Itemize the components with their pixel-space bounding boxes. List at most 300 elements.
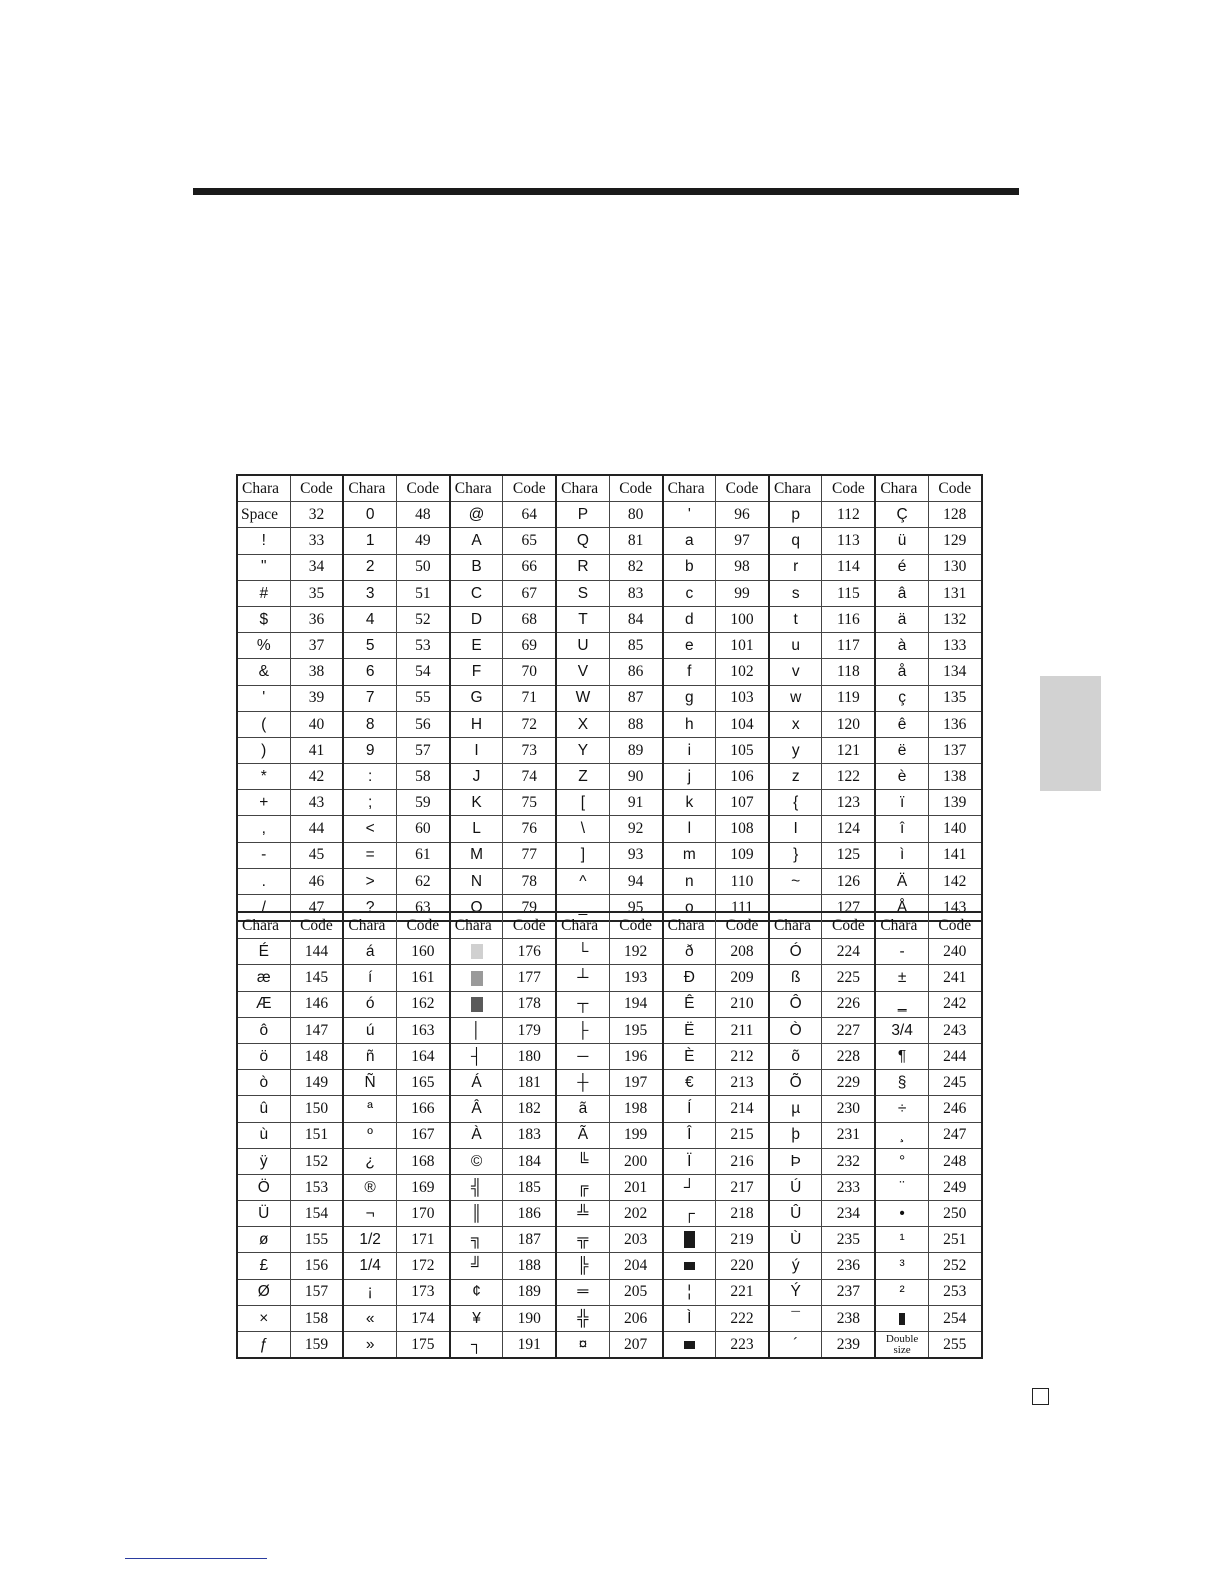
code-cell: 65 bbox=[503, 528, 556, 554]
table-row bbox=[237, 764, 982, 790]
code-cell: 73 bbox=[503, 737, 556, 763]
character-cell: î bbox=[875, 816, 928, 842]
code-cell: 114 bbox=[822, 554, 875, 580]
code-cell: 68 bbox=[503, 606, 556, 632]
code-cell: 125 bbox=[822, 842, 875, 868]
character-cell: ° bbox=[875, 1148, 928, 1174]
code-cell: 220 bbox=[716, 1253, 769, 1279]
character-cell: f bbox=[663, 659, 716, 685]
character-cell: Ý bbox=[769, 1279, 822, 1305]
character-cell: ¹ bbox=[875, 1227, 928, 1253]
character-cell: Â bbox=[450, 1096, 503, 1122]
character-cell: © bbox=[450, 1148, 503, 1174]
code-cell: 77 bbox=[503, 842, 556, 868]
code-cell: 94 bbox=[609, 868, 662, 894]
code-cell: 223 bbox=[716, 1332, 769, 1359]
character-cell: ( bbox=[237, 711, 290, 737]
character-cell: r bbox=[769, 554, 822, 580]
character-cell: ] bbox=[556, 842, 609, 868]
table-row bbox=[237, 939, 982, 965]
code-cell: 219 bbox=[716, 1227, 769, 1253]
code-cell: 59 bbox=[396, 790, 449, 816]
table-row bbox=[237, 965, 982, 991]
character-cell: û bbox=[237, 1096, 290, 1122]
character-cell: ì bbox=[875, 842, 928, 868]
table-row bbox=[237, 790, 982, 816]
code-cell: 43 bbox=[290, 790, 343, 816]
code-cell: 134 bbox=[928, 659, 981, 685]
character-cell: 0 bbox=[343, 502, 396, 528]
table-row bbox=[237, 1279, 982, 1305]
code-cell: 88 bbox=[609, 711, 662, 737]
code-cell: 62 bbox=[396, 868, 449, 894]
character-cell: N bbox=[450, 868, 503, 894]
code-header: Code bbox=[822, 475, 875, 502]
table-row bbox=[237, 1174, 982, 1200]
code-cell: 57 bbox=[396, 737, 449, 763]
character-cell: á bbox=[343, 939, 396, 965]
code-header: Code bbox=[290, 475, 343, 502]
character-cell: ø bbox=[237, 1227, 290, 1253]
character-cell: ~ bbox=[769, 868, 822, 894]
code-cell: 129 bbox=[928, 528, 981, 554]
code-cell: 166 bbox=[396, 1096, 449, 1122]
table-row bbox=[237, 868, 982, 894]
character-cell: ┐ bbox=[450, 1332, 503, 1359]
character-cell: @ bbox=[450, 502, 503, 528]
code-cell: 174 bbox=[396, 1305, 449, 1331]
character-cell: Ü bbox=[237, 1201, 290, 1227]
code-cell: 221 bbox=[716, 1279, 769, 1305]
code-cell: 157 bbox=[290, 1279, 343, 1305]
code-cell: 36 bbox=[290, 606, 343, 632]
code-cell: 113 bbox=[822, 528, 875, 554]
character-cell: ╔ bbox=[556, 1174, 609, 1200]
code-cell: 64 bbox=[503, 502, 556, 528]
character-cell: • bbox=[875, 1201, 928, 1227]
character-cell: Ã bbox=[556, 1122, 609, 1148]
code-cell: 192 bbox=[609, 939, 662, 965]
code-cell: 104 bbox=[716, 711, 769, 737]
code-cell: 120 bbox=[822, 711, 875, 737]
character-cell: Ì bbox=[663, 1305, 716, 1331]
code-cell: 189 bbox=[503, 1279, 556, 1305]
code-cell: 87 bbox=[609, 685, 662, 711]
code-cell: 171 bbox=[396, 1227, 449, 1253]
code-cell: 131 bbox=[928, 580, 981, 606]
header-row bbox=[237, 912, 982, 939]
character-cell: & bbox=[237, 659, 290, 685]
code-header: Code bbox=[716, 912, 769, 939]
chara-header: Chara bbox=[875, 912, 928, 939]
code-cell: 90 bbox=[609, 764, 662, 790]
character-cell: Õ bbox=[769, 1070, 822, 1096]
character-cell: ý bbox=[769, 1253, 822, 1279]
code-cell: 217 bbox=[716, 1174, 769, 1200]
code-cell: 191 bbox=[503, 1332, 556, 1359]
code-cell: 108 bbox=[716, 816, 769, 842]
character-cell: G bbox=[450, 685, 503, 711]
character-cell: 5 bbox=[343, 633, 396, 659]
code-cell: 215 bbox=[716, 1122, 769, 1148]
code-cell: 203 bbox=[609, 1227, 662, 1253]
header-row bbox=[237, 475, 982, 502]
code-cell: 69 bbox=[503, 633, 556, 659]
character-cell: s bbox=[769, 580, 822, 606]
character-cell: T bbox=[556, 606, 609, 632]
character-cell: < bbox=[343, 816, 396, 842]
code-cell: 151 bbox=[290, 1122, 343, 1148]
character-cell: Û bbox=[769, 1201, 822, 1227]
code-cell: 165 bbox=[396, 1070, 449, 1096]
code-cell: 228 bbox=[822, 1043, 875, 1069]
code-cell: 66 bbox=[503, 554, 556, 580]
code-cell: 177 bbox=[503, 965, 556, 991]
code-cell: 139 bbox=[928, 790, 981, 816]
character-cell: ╦ bbox=[556, 1227, 609, 1253]
character-cell: Í bbox=[663, 1096, 716, 1122]
code-cell: 37 bbox=[290, 633, 343, 659]
full-block-glyph bbox=[684, 1231, 695, 1248]
code-cell: 130 bbox=[928, 554, 981, 580]
character-cell: ÷ bbox=[875, 1096, 928, 1122]
character-cell: ^ bbox=[556, 868, 609, 894]
character-cell: þ bbox=[769, 1122, 822, 1148]
character-cell: _ bbox=[556, 895, 609, 922]
character-cell: ╝ bbox=[450, 1253, 503, 1279]
character-cell: R bbox=[556, 554, 609, 580]
character-cell: 1 bbox=[343, 528, 396, 554]
character-cell: 1/2 bbox=[343, 1227, 396, 1253]
code-cell: 237 bbox=[822, 1279, 875, 1305]
code-cell: 244 bbox=[928, 1043, 981, 1069]
character-cell: ├ bbox=[556, 1017, 609, 1043]
chara-header: Chara bbox=[875, 475, 928, 502]
code-cell: 175 bbox=[396, 1332, 449, 1359]
corner-box bbox=[1032, 1388, 1049, 1405]
code-cell: 72 bbox=[503, 711, 556, 737]
code-cell: 133 bbox=[928, 633, 981, 659]
character-cell: n bbox=[663, 868, 716, 894]
table-row bbox=[237, 1070, 982, 1096]
character-cell: g bbox=[663, 685, 716, 711]
code-header: Code bbox=[609, 912, 662, 939]
code-cell: 86 bbox=[609, 659, 662, 685]
character-cell: [ bbox=[556, 790, 609, 816]
code-cell: 180 bbox=[503, 1043, 556, 1069]
chara-header: Chara bbox=[769, 475, 822, 502]
code-cell: 158 bbox=[290, 1305, 343, 1331]
character-cell: c bbox=[663, 580, 716, 606]
code-cell: 76 bbox=[503, 816, 556, 842]
character-cell: ; bbox=[343, 790, 396, 816]
code-cell: 115 bbox=[822, 580, 875, 606]
code-cell: 85 bbox=[609, 633, 662, 659]
character-glyph-cell bbox=[663, 1227, 716, 1253]
code-cell: 70 bbox=[503, 659, 556, 685]
code-cell: 39 bbox=[290, 685, 343, 711]
character-cell: > bbox=[343, 868, 396, 894]
character-cell: í bbox=[343, 965, 396, 991]
character-cell: » bbox=[343, 1332, 396, 1359]
code-cell: 102 bbox=[716, 659, 769, 685]
character-cell: ¤ bbox=[556, 1332, 609, 1359]
code-cell: 58 bbox=[396, 764, 449, 790]
code-cell: 45 bbox=[290, 842, 343, 868]
code-cell: 83 bbox=[609, 580, 662, 606]
character-cell: ' bbox=[237, 685, 290, 711]
code-cell: 105 bbox=[716, 737, 769, 763]
character-cell: } bbox=[769, 842, 822, 868]
character-cell: ¯ bbox=[769, 1305, 822, 1331]
table-row bbox=[237, 1096, 982, 1122]
character-cell: 1/4 bbox=[343, 1253, 396, 1279]
character-cell: B bbox=[450, 554, 503, 580]
character-cell: ó bbox=[343, 991, 396, 1017]
character-cell: C bbox=[450, 580, 503, 606]
small-block-glyph bbox=[899, 1313, 905, 1325]
character-cell: / bbox=[237, 895, 290, 922]
character-cell: Ú bbox=[769, 1174, 822, 1200]
character-cell: Ò bbox=[769, 1017, 822, 1043]
character-cell: ¦ bbox=[663, 1279, 716, 1305]
code-cell: 140 bbox=[928, 816, 981, 842]
character-cell: Ä bbox=[875, 868, 928, 894]
code-cell: 79 bbox=[503, 895, 556, 922]
code-cell: 232 bbox=[822, 1148, 875, 1174]
character-cell: Ç bbox=[875, 502, 928, 528]
code-cell: 119 bbox=[822, 685, 875, 711]
character-cell: Q bbox=[556, 528, 609, 554]
code-cell: 33 bbox=[290, 528, 343, 554]
code-cell: 245 bbox=[928, 1070, 981, 1096]
code-cell: 181 bbox=[503, 1070, 556, 1096]
code-cell: 101 bbox=[716, 633, 769, 659]
code-cell: 154 bbox=[290, 1201, 343, 1227]
character-cell: Ö bbox=[237, 1174, 290, 1200]
table-row bbox=[237, 737, 982, 763]
character-cell: A bbox=[450, 528, 503, 554]
character-cell: ─ bbox=[556, 1043, 609, 1069]
character-cell: ª bbox=[343, 1096, 396, 1122]
character-cell: F bbox=[450, 659, 503, 685]
character-glyph-cell bbox=[450, 965, 503, 991]
code-cell: 183 bbox=[503, 1122, 556, 1148]
code-cell: 78 bbox=[503, 868, 556, 894]
character-cell: W bbox=[556, 685, 609, 711]
character-cell: Î bbox=[663, 1122, 716, 1148]
code-header: Code bbox=[396, 912, 449, 939]
code-cell: 222 bbox=[716, 1305, 769, 1331]
chara-header: Chara bbox=[343, 475, 396, 502]
side-tab bbox=[1040, 676, 1101, 791]
character-cell: 7 bbox=[343, 685, 396, 711]
code-cell: 188 bbox=[503, 1253, 556, 1279]
chara-header: Chara bbox=[556, 475, 609, 502]
code-cell: 187 bbox=[503, 1227, 556, 1253]
character-cell: ! bbox=[237, 528, 290, 554]
lower-half-block-glyph bbox=[684, 1262, 695, 1270]
table-row bbox=[237, 711, 982, 737]
character-cell: │ bbox=[450, 1017, 503, 1043]
character-glyph-cell bbox=[450, 939, 503, 965]
character-cell: Ð bbox=[663, 965, 716, 991]
code-cell: 238 bbox=[822, 1305, 875, 1331]
character-cell: ® bbox=[343, 1174, 396, 1200]
character-cell: * bbox=[237, 764, 290, 790]
code-cell: 106 bbox=[716, 764, 769, 790]
code-cell: 34 bbox=[290, 554, 343, 580]
character-cell: V bbox=[556, 659, 609, 685]
character-cell: × bbox=[237, 1305, 290, 1331]
character-cell: ¸ bbox=[875, 1122, 928, 1148]
character-cell: ƒ bbox=[237, 1332, 290, 1359]
code-cell: 123 bbox=[822, 790, 875, 816]
table-row bbox=[237, 502, 982, 528]
code-cell: 144 bbox=[290, 939, 343, 965]
code-cell: 82 bbox=[609, 554, 662, 580]
code-cell: 112 bbox=[822, 502, 875, 528]
code-cell: 155 bbox=[290, 1227, 343, 1253]
code-cell: 46 bbox=[290, 868, 343, 894]
code-cell: 110 bbox=[716, 868, 769, 894]
code-cell: 208 bbox=[716, 939, 769, 965]
character-cell: ╚ bbox=[556, 1148, 609, 1174]
character-cell: ð bbox=[663, 939, 716, 965]
character-cell: É bbox=[237, 939, 290, 965]
character-cell: Å bbox=[875, 895, 928, 922]
code-cell: 74 bbox=[503, 764, 556, 790]
character-cell: h bbox=[663, 711, 716, 737]
chara-header: Chara bbox=[450, 475, 503, 502]
code-cell: 196 bbox=[609, 1043, 662, 1069]
code-cell: 35 bbox=[290, 580, 343, 606]
code-cell: 63 bbox=[396, 895, 449, 922]
code-cell: 235 bbox=[822, 1227, 875, 1253]
character-cell: l bbox=[663, 816, 716, 842]
code-cell: 172 bbox=[396, 1253, 449, 1279]
code-cell: 213 bbox=[716, 1070, 769, 1096]
code-cell: 204 bbox=[609, 1253, 662, 1279]
character-cell: 3/4 bbox=[875, 1017, 928, 1043]
code-cell: 96 bbox=[716, 502, 769, 528]
character-cell: # bbox=[237, 580, 290, 606]
code-cell: 162 bbox=[396, 991, 449, 1017]
character-cell: $ bbox=[237, 606, 290, 632]
code-cell: 111 bbox=[716, 895, 769, 922]
character-cell: ? bbox=[343, 895, 396, 922]
code-cell: 218 bbox=[716, 1201, 769, 1227]
character-cell: ╠ bbox=[556, 1253, 609, 1279]
code-cell: 141 bbox=[928, 842, 981, 868]
code-cell: 207 bbox=[609, 1332, 662, 1359]
code-cell: 182 bbox=[503, 1096, 556, 1122]
code-header: Code bbox=[928, 912, 981, 939]
table-row bbox=[237, 554, 982, 580]
character-cell: Double size bbox=[875, 1332, 928, 1359]
character-glyph-cell bbox=[663, 1332, 716, 1359]
code-cell: 55 bbox=[396, 685, 449, 711]
code-cell: 95 bbox=[609, 895, 662, 922]
character-cell: ë bbox=[875, 737, 928, 763]
code-cell: 209 bbox=[716, 965, 769, 991]
table-row bbox=[237, 816, 982, 842]
code-cell: 195 bbox=[609, 1017, 662, 1043]
code-cell: 150 bbox=[290, 1096, 343, 1122]
character-cell: ² bbox=[875, 1279, 928, 1305]
chara-header: Chara bbox=[343, 912, 396, 939]
character-cell: H bbox=[450, 711, 503, 737]
character-cell: ö bbox=[237, 1043, 290, 1069]
character-cell: ‗ bbox=[875, 991, 928, 1017]
code-cell: 242 bbox=[928, 991, 981, 1017]
character-cell: = bbox=[343, 842, 396, 868]
character-cell: £ bbox=[237, 1253, 290, 1279]
code-cell: 167 bbox=[396, 1122, 449, 1148]
code-cell: 100 bbox=[716, 606, 769, 632]
code-cell: 56 bbox=[396, 711, 449, 737]
code-header: Code bbox=[609, 475, 662, 502]
code-cell: 32 bbox=[290, 502, 343, 528]
code-cell: 109 bbox=[716, 842, 769, 868]
code-cell: 176 bbox=[503, 939, 556, 965]
code-header: Code bbox=[928, 475, 981, 502]
chara-header: Chara bbox=[237, 475, 290, 502]
character-cell: { bbox=[769, 790, 822, 816]
character-cell: d bbox=[663, 606, 716, 632]
shade-dark-glyph bbox=[471, 997, 483, 1012]
code-cell: 48 bbox=[396, 502, 449, 528]
code-cell: 230 bbox=[822, 1096, 875, 1122]
code-cell: 145 bbox=[290, 965, 343, 991]
top-rule bbox=[193, 188, 1019, 195]
character-glyph-cell bbox=[875, 1305, 928, 1331]
character-cell: ³ bbox=[875, 1253, 928, 1279]
character-cell: ┼ bbox=[556, 1070, 609, 1096]
table-row bbox=[237, 842, 982, 868]
character-cell: ┌ bbox=[663, 1201, 716, 1227]
code-header: Code bbox=[716, 475, 769, 502]
character-cell: z bbox=[769, 764, 822, 790]
character-cell: Ù bbox=[769, 1227, 822, 1253]
code-cell: 41 bbox=[290, 737, 343, 763]
character-code-table-upper bbox=[236, 474, 983, 922]
character-cell: t bbox=[769, 606, 822, 632]
code-cell: 202 bbox=[609, 1201, 662, 1227]
code-cell: 92 bbox=[609, 816, 662, 842]
character-cell: I bbox=[769, 816, 822, 842]
code-cell: 117 bbox=[822, 633, 875, 659]
character-cell: m bbox=[663, 842, 716, 868]
code-cell: 107 bbox=[716, 790, 769, 816]
character-cell: ) bbox=[237, 737, 290, 763]
code-cell: 99 bbox=[716, 580, 769, 606]
character-cell: u bbox=[769, 633, 822, 659]
code-cell: 60 bbox=[396, 816, 449, 842]
character-cell: ¥ bbox=[450, 1305, 503, 1331]
code-cell: 225 bbox=[822, 965, 875, 991]
table-row bbox=[237, 1122, 982, 1148]
chara-header: Chara bbox=[556, 912, 609, 939]
shade-light-glyph bbox=[471, 944, 483, 959]
code-cell: 124 bbox=[822, 816, 875, 842]
character-cell: Ï bbox=[663, 1148, 716, 1174]
character-cell: y bbox=[769, 737, 822, 763]
character-cell: õ bbox=[769, 1043, 822, 1069]
code-cell: 126 bbox=[822, 868, 875, 894]
table-row bbox=[237, 633, 982, 659]
code-cell: 185 bbox=[503, 1174, 556, 1200]
